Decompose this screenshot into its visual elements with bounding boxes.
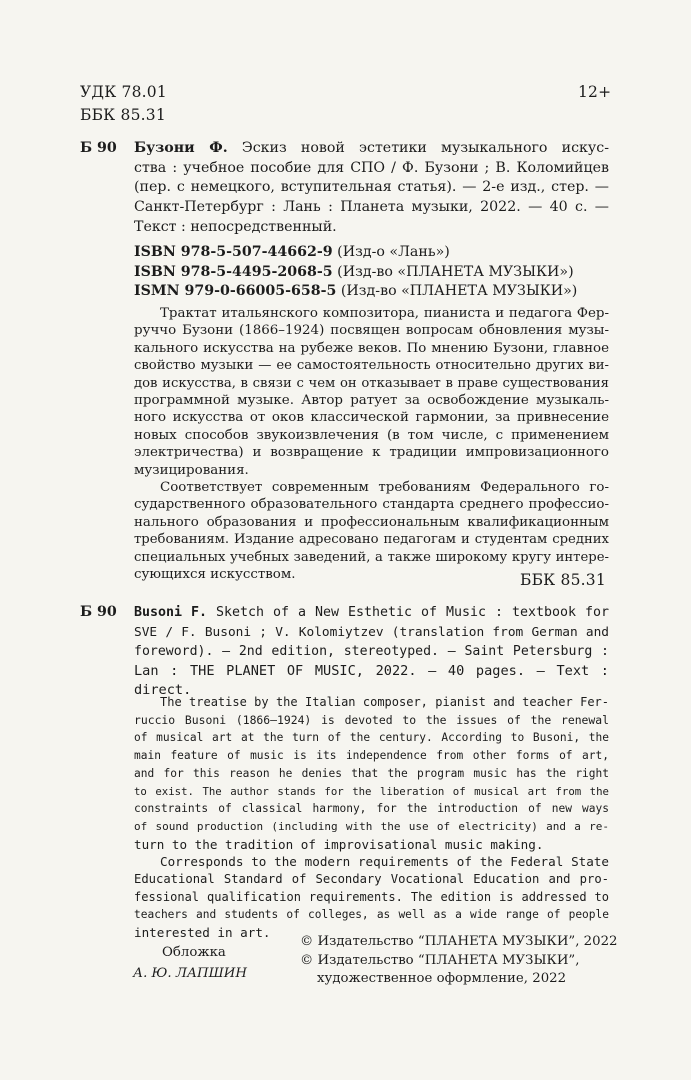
abstract-line: сующихся искусством.	[134, 567, 296, 583]
isbn-number: ISBN 978-5-4495-2068-5	[134, 263, 333, 280]
ru-author: Бузони Ф.	[134, 140, 228, 156]
abstract-line: сударственного образовательного стандарта среднего профессио-	[134, 497, 609, 513]
abstract-line: interested in art.	[134, 925, 271, 941]
abstract-line: ruccio Busoni (1866–1924) is devoted to the issues of the renewal	[134, 712, 609, 727]
ru-record-code: Б 90	[80, 140, 117, 156]
abstract-line: Трактат итальянского композитора, пианиста и педагога Фер-	[160, 306, 609, 321]
record-line: Текст : непосредственный.	[134, 218, 337, 235]
ismn-number: ISMN 979-0-66005-658-5	[134, 283, 337, 299]
abstract-line: fessional qualification requirements. The edition is addressed to	[134, 889, 609, 904]
record-line: (пер. с немецкого, вступительная статья). — 2-е изд., стер. —	[134, 179, 609, 196]
record-line: Бузони Ф. Эскиз новой эстетики музыкального искус-	[134, 140, 610, 156]
record-line: Санкт-Петербург : Лань : Планета музыки, 2022. — 40 с. —	[134, 199, 609, 216]
isbn-number: ISBN 978-5-507-44662-9	[134, 244, 333, 260]
abstract-line: Educational Standard of Secondary Vocational Education and pro-	[134, 872, 609, 887]
abstract-line: of musical art at the turn of the century. According to Busoni, the	[134, 731, 609, 745]
abstract-line: main feature of music is its independence from other forms of art,	[134, 749, 609, 763]
abstract-line: ного искусства от оков классической гармонии, за привнесение	[134, 410, 609, 426]
abstract-line: руччо Бузони (1866–1924) посвящен вопросам обновления музы-	[134, 323, 609, 339]
abstract-line: нального образования и профессиональным квалификационным	[134, 514, 609, 530]
bbk-code: ББК 85.31	[80, 106, 166, 124]
en-catalog-record	[134, 603, 609, 701]
en-author: Busoni F.	[134, 605, 208, 620]
abstract-line: Corresponds to the modern requirements of the Federal State	[160, 854, 609, 870]
en-abstract	[134, 694, 609, 942]
cover-credit-label: Обложка	[162, 945, 226, 960]
record-line: SVE / F. Busoni ; V. Kolomiytzev (translation from German and	[134, 624, 609, 640]
record-line: ства : учебное пособие для СПО / Ф. Бузони ; В. Коломийцев	[134, 159, 609, 176]
isbn-line: ISBN 978-5-507-44662-9 (Изд-о «Лань»)	[134, 244, 450, 260]
udk-code: УДК 78.01	[80, 83, 167, 101]
abstract-line: to exist. The author stands for the liberation of musical art from the	[134, 784, 609, 798]
abstract-line: электричества) и возвращение к традиции импровизационного	[134, 445, 609, 461]
abstract-line: требованиям. Издание адресовано педагогам и студентам средних	[134, 532, 609, 548]
record-line: foreword). — 2nd edition, stereotyped. — Saint Petersburg :	[134, 644, 609, 660]
abstract-line: The treatise by the Italian composer, pianist and teacher Fer-	[160, 695, 609, 709]
isbn-line: ISBN 978-5-4495-2068-5 (Изд-во «ПЛАНЕТА МУЗЫКИ»)	[134, 263, 574, 280]
abstract-line: constraints of classical harmony, for the introduction of new ways	[134, 802, 609, 816]
abstract-line: Соответствует современным требованиям Федерального го-	[160, 480, 609, 496]
en-record-code: Б 90	[80, 604, 117, 620]
abstract-line: teachers and students of colleges, as well as a wide range of people	[134, 908, 609, 922]
copyright-line: © Издательство “ПЛАНЕТА МУЗЫКИ”, 2022	[300, 934, 618, 949]
record-line: Lan : THE PLANET OF MUSIC, 2022. — 40 pages. — Text :	[134, 662, 609, 679]
abstract-line: дов искусства, в связи с чем он отказывает в праве существования	[134, 375, 609, 391]
copyright-line: © Издательство “ПЛАНЕТА МУЗЫКИ”,	[300, 952, 580, 968]
abstract-line: свойство музыки — ее самостоятельность относительно других ви-	[134, 358, 609, 374]
record-line: direct.	[134, 682, 192, 699]
abstract-line: музицирования.	[134, 462, 249, 478]
record-line: Busoni F. Sketch of a New Esthetic of Music : textbook for	[134, 605, 609, 620]
abstract-line: программной музыке. Автор ратует за освобождение музыкаль-	[134, 393, 609, 409]
ru-catalog-record	[134, 139, 609, 238]
isbn-list	[134, 243, 577, 302]
ismn-line: ISMN 979-0-66005-658-5 (Изд-во «ПЛАНЕТА МУЗЫКИ»)	[134, 283, 578, 299]
abstract-line: кального искусства на рубеже веков. По мнению Бузони, главное	[134, 340, 609, 356]
abstract-line: новых способов звукоизвлечения (в том числе, с применением	[134, 427, 609, 443]
copyright-line: художественное оформление, 2022	[317, 971, 567, 986]
ru-abstract	[134, 305, 609, 584]
age-rating: 12+	[578, 83, 612, 101]
bbk-code-bottom: ББК 85.31	[520, 571, 606, 589]
abstract-line: специальных учебных заведений, а также широкому кругу интере-	[134, 549, 609, 565]
copyright-block	[300, 933, 618, 989]
abstract-line: turn to the tradition of improvisational music making.	[134, 836, 544, 852]
cover-credit-name: А. Ю. ЛАПШИН	[133, 966, 247, 981]
abstract-line: of sound production (including with the use of electricity) and a re-	[134, 819, 609, 833]
abstract-line: and for this reason he denies that the program music has the right	[134, 766, 609, 780]
